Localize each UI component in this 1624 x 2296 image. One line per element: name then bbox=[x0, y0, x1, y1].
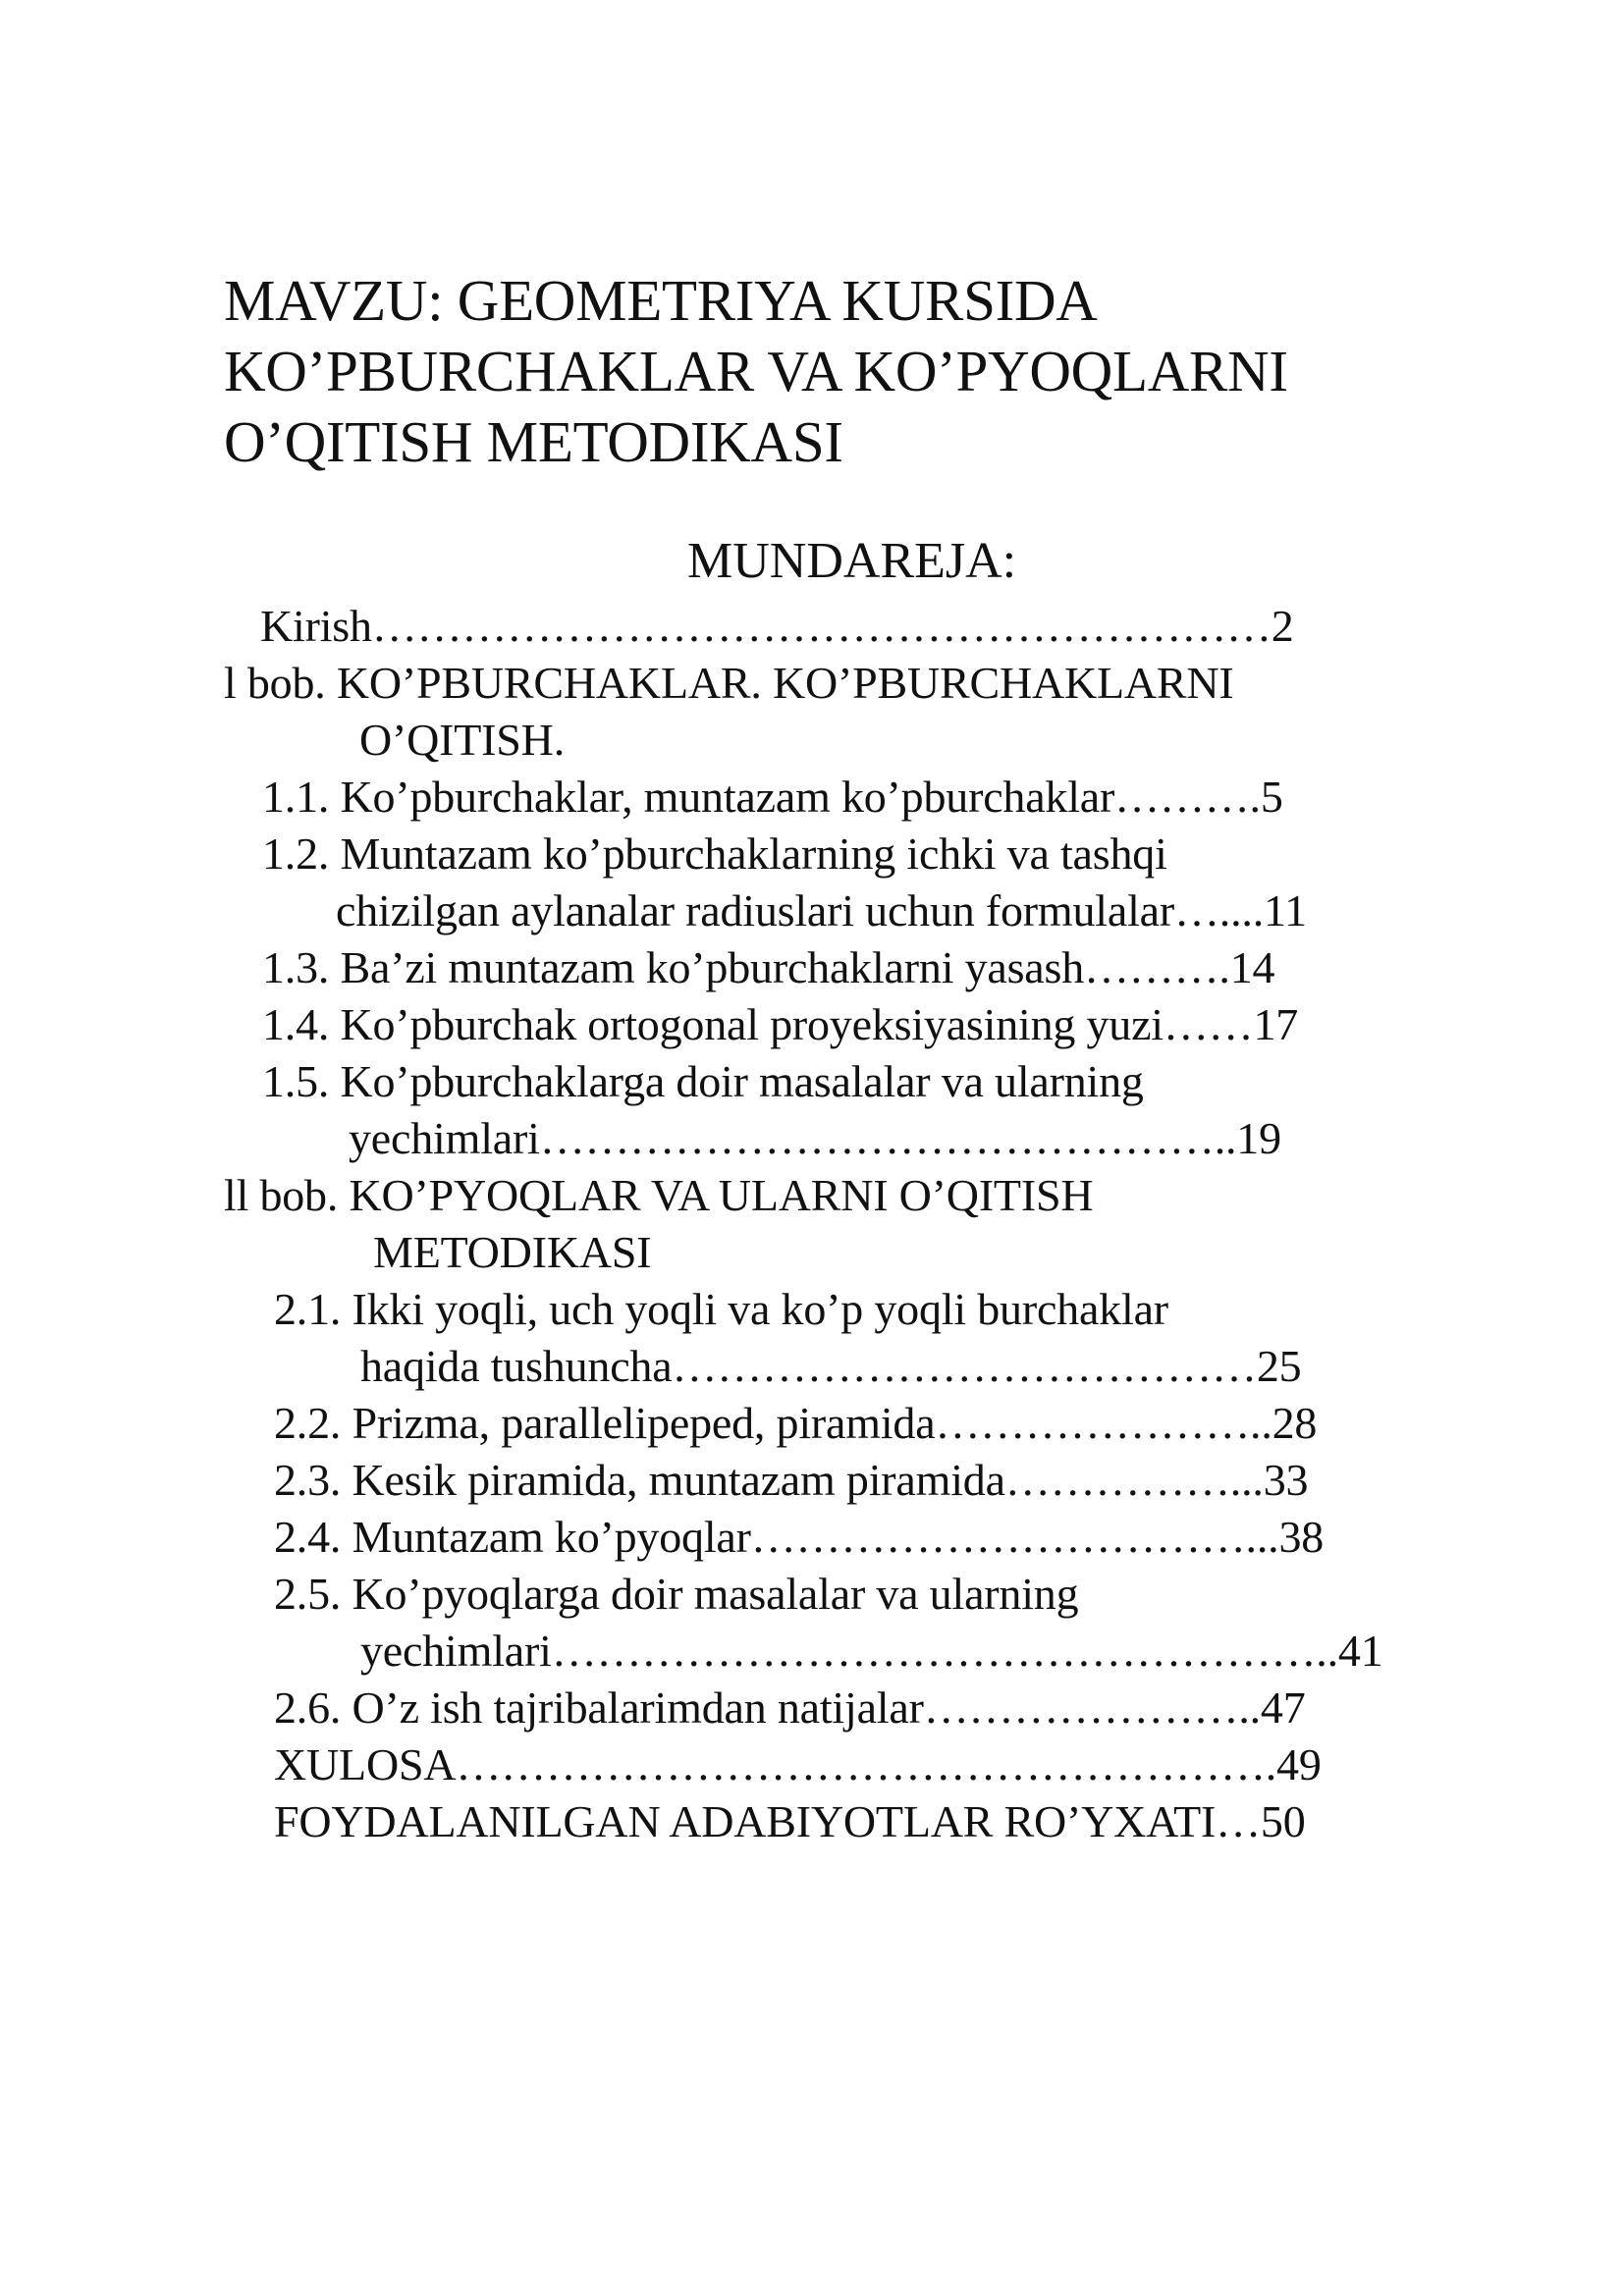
toc-entry-1-2: 1.2. Muntazam ko’pburchaklarning ichki va tashqi bbox=[262, 828, 1167, 879]
toc-entry-1-3: 1.3. Ba’zi muntazam ko’pburchaklarni yasash……….14 bbox=[262, 942, 1275, 992]
toc-chapter-1-title: l bob. KO’PBURCHAKLAR. KO’PBURCHAKLARNI bbox=[224, 658, 1234, 708]
toc-entry-references: FOYDALANILGAN ADABIYOTLAR RO’YXATI…50 bbox=[274, 1796, 1306, 1846]
toc-entry-2-6: 2.6. O’z ish tajribalarimdan natijalar…………………..47 bbox=[274, 1682, 1306, 1733]
toc-entry-2-3: 2.3. Kesik piramida, muntazam piramida……………...33 bbox=[274, 1455, 1309, 1505]
toc-entry-2-1: 2.1. Ikki yoqli, uch yoqli va ko’p yoqli burchaklar bbox=[274, 1284, 1168, 1334]
toc-entry-2-1-cont: haqida tushuncha…………………………………25 bbox=[360, 1341, 1302, 1391]
title-line: KO’PBURCHAKLAR VA KO’PYOQLARNI bbox=[224, 339, 1288, 403]
toc-entry-conclusion: XULOSA……………………………………………….49 bbox=[274, 1739, 1322, 1789]
toc-chapter-2-title: ll bob. KO’PYOQLAR VA ULARNI O’QITISH bbox=[224, 1170, 1094, 1220]
toc-entry-1-2-cont: chizilgan aylanalar radiuslari uchun formulalar…....11 bbox=[336, 885, 1307, 935]
toc-chapter-1-title-cont: O’QITISH. bbox=[359, 715, 565, 765]
toc-entry-introduction: Kirish……………………………………………………2 bbox=[260, 601, 1294, 651]
toc-entry-1-4: 1.4. Ko’pburchak ortogonal proyeksiyasining yuzi……17 bbox=[262, 999, 1299, 1049]
toc-chapter-2-title-cont: METODIKASI bbox=[373, 1227, 652, 1277]
toc-entry-1-5: 1.5. Ko’pburchaklarga doir masalalar va ularning bbox=[262, 1056, 1144, 1106]
document-title bbox=[224, 265, 1500, 477]
title-line: O’QITISH METODIKASI bbox=[224, 409, 843, 474]
toc-entry-1-1: 1.1. Ko’pburchaklar, muntazam ko’pburchaklar……….5 bbox=[262, 772, 1283, 822]
toc-entry-2-5: 2.5. Ko’pyoqlarga doir masalalar va ularning bbox=[274, 1569, 1079, 1619]
toc-entry-1-5-cont: yechimlari………………………………………..19 bbox=[349, 1113, 1281, 1163]
toc-heading: MUNDAREJA: bbox=[687, 533, 1017, 589]
title-line: MAVZU: GEOMETRIYA KURSIDA bbox=[224, 268, 1098, 333]
toc-entry-2-2: 2.2. Prizma, parallelipeped, piramida…………………..28 bbox=[274, 1398, 1318, 1448]
toc-entry-2-4: 2.4. Muntazam ko’pyoqlar……………………………...38 bbox=[274, 1512, 1325, 1562]
toc-entry-2-5-cont: yechimlari……………………………………………..41 bbox=[360, 1626, 1383, 1676]
